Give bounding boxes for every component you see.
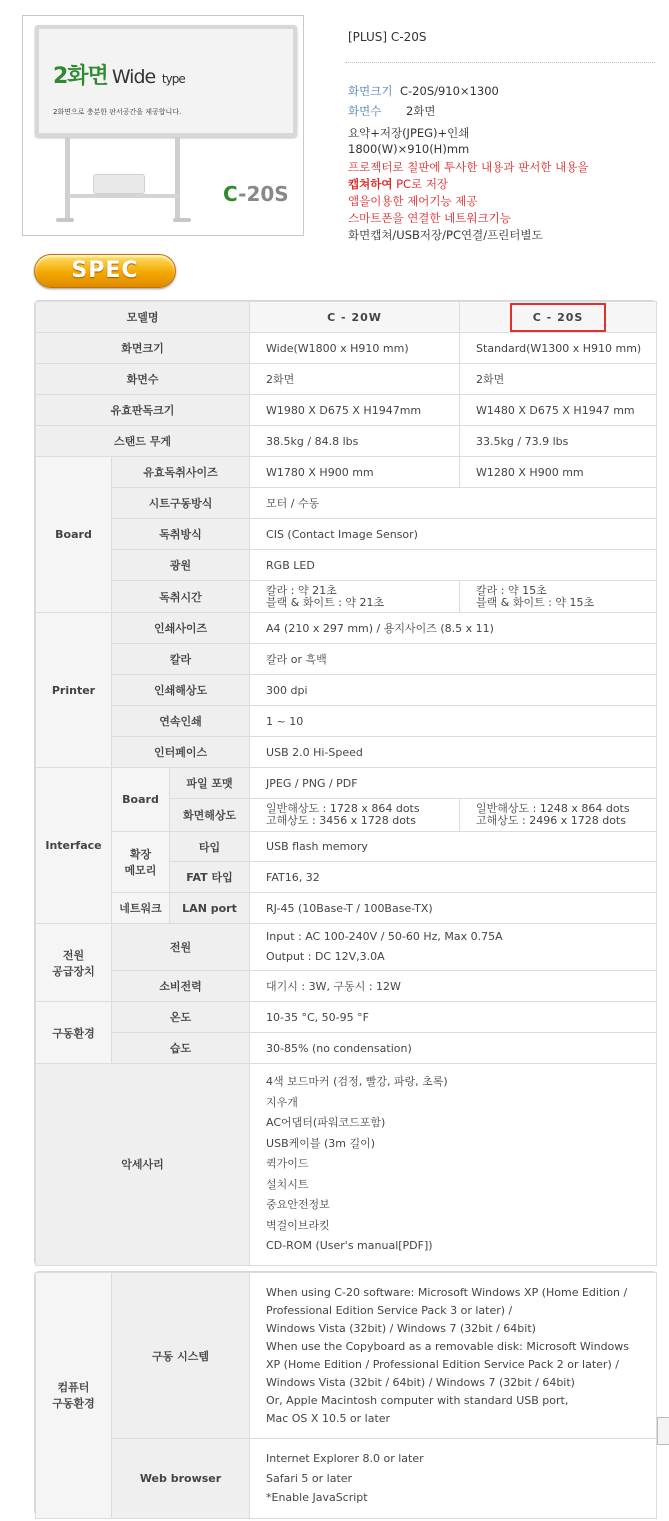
row-label: 스탠드 무게 (36, 426, 250, 457)
group-power: 전원 공급장치 (36, 924, 112, 1002)
value-cell: 2화면 (460, 364, 657, 395)
value-cell: FAT16, 32 (250, 862, 657, 893)
screen-size-line: 화면크기 C-20S/910×1300 (348, 84, 499, 98)
group-interface: Interface (36, 768, 112, 924)
stand-foot (173, 218, 191, 222)
row-label: 인쇄해상도 (112, 675, 250, 706)
product-name: [PLUS] C-20S (348, 30, 427, 44)
row-label: FAT 타입 (170, 862, 250, 893)
subgroup-network: 네트워크 (112, 893, 170, 924)
value-cell: 2화면 (250, 364, 460, 395)
accessory-list (250, 1064, 657, 1266)
value-cell: Wide(W1800 x H910 mm) (250, 333, 460, 364)
value-cell: USB flash memory (250, 832, 657, 862)
value-cell: 1 ~ 10 (250, 706, 657, 737)
value-cell: 30-85% (no condensation) (250, 1033, 657, 1064)
row-label: 시트구동방식 (112, 488, 250, 519)
os-requirements: When using C-20 software: Microsoft Windows XP (Home Edition / Professional Edition Service Pack 3 or later) / Windows Vista (32bit) / Windows 7 (32bit / 64bit) When use the Copyboard as a removable disk: Microsoft Windows XP (Home Edition / Professional Edition Service Pack 2 or later) / Windows Vista (32bit / 64bit) / Windows 7 (32bit / 64bit) Or, Apple Macintosh computer with standard USB port, Mac OS X 10.5 or later (250, 1273, 657, 1439)
board-title: 2화면 Wide type (53, 64, 185, 89)
stand-leg-right (175, 137, 180, 219)
group-env: 구동환경 (36, 1002, 112, 1064)
row-label: 독취방식 (112, 519, 250, 550)
row-label: 연속인쇄 (112, 706, 250, 737)
list-item: CD-ROM (User's manual[PDF]) (266, 1239, 433, 1252)
feature-line: 캡쳐하여 PC로 저장 (348, 177, 449, 191)
feature-line: 프로젝터로 칠판에 투사한 내용과 판서한 내용을 (348, 160, 589, 174)
row-label: 화면해상도 (170, 799, 250, 832)
whiteboard-image (35, 25, 297, 137)
list-item: 4색 보드마커 (검정, 빨강, 파랑, 초록) (266, 1075, 448, 1088)
projector-image (93, 174, 145, 194)
feature-line: 앱을이용한 제어기능 제공 (348, 194, 478, 208)
pc-table (35, 1272, 657, 1519)
row-label: 구동 시스템 (112, 1273, 250, 1439)
value-cell: RJ-45 (10Base-T / 100Base-TX) (250, 893, 657, 924)
subgroup-ext-memory: 확장 메모리 (112, 832, 170, 893)
value-cell: W1780 X H900 mm (250, 457, 460, 488)
value-cell: CIS (Contact Image Sensor) (250, 519, 657, 550)
spec-table (35, 301, 657, 1266)
value-cell: 칼라 : 약 21초 블랙 & 화이트 : 약 21초 (250, 581, 460, 613)
spec-button[interactable]: SPEC (34, 254, 176, 288)
value-cell: A4 (210 x 297 mm) / 용지사이즈 (8.5 x 11) (250, 613, 657, 644)
screen-count-line: 화면수 2화면 (348, 104, 436, 118)
row-label: 습도 (112, 1033, 250, 1064)
row-label: 화면크기 (36, 333, 250, 364)
product-photo (22, 15, 304, 236)
row-label: 유효판독크기 (36, 395, 250, 426)
board-caption: 2화면으로 충분한 판서공간을 제공합니다. (53, 108, 182, 116)
stand-shelf (68, 194, 178, 198)
row-label: 온도 (112, 1002, 250, 1033)
group-board: Board (36, 457, 112, 613)
list-item: 퀵가이드 (266, 1157, 309, 1170)
list-item: 중요안전정보 (266, 1198, 330, 1211)
side-scroll-tab[interactable] (657, 1417, 669, 1445)
feature-line: 화면캡쳐/USB저장/PC연결/프린터별도 (348, 228, 543, 242)
row-label: 전원 (112, 924, 250, 971)
feature-line: 스마트폰을 연결한 네트워크기능 (348, 211, 511, 225)
value-cell: 대기시 : 3W, 구동시 : 12W (250, 971, 657, 1002)
row-label: 인터페이스 (112, 737, 250, 768)
model-c20s-cell (460, 302, 657, 333)
list-item: USB케이블 (3m 길이) (266, 1136, 376, 1150)
value-cell: 38.5kg / 84.8 lbs (250, 426, 460, 457)
row-label: 인쇄사이즈 (112, 613, 250, 644)
subgroup-board: Board (112, 768, 170, 832)
value-cell: 일반해상도 : 1728 x 864 dots 고해상도 : 3456 x 1728 dots (250, 799, 460, 832)
row-label: 화면수 (36, 364, 250, 395)
model-label: 모델명 (36, 302, 250, 333)
value-cell: 칼라 : 약 15초 블랙 & 화이트 : 약 15초 (460, 581, 657, 613)
row-label: 악세사리 (36, 1064, 250, 1266)
row-label: 광원 (112, 550, 250, 581)
value-cell: 일반해상도 : 1248 x 864 dots 고해상도 : 2496 x 1728 dots (460, 799, 657, 832)
list-item: AC어댑터(파워코드포함) (266, 1116, 386, 1129)
value-cell: 모터 / 수동 (250, 488, 657, 519)
group-printer: Printer (36, 613, 112, 768)
row-label: 소비전력 (112, 971, 250, 1002)
stand-leg-left (65, 137, 70, 219)
value-cell: 33.5kg / 73.9 lbs (460, 426, 657, 457)
stand-foot (56, 218, 74, 222)
value-cell: 10-35 °C, 50-95 °F (250, 1002, 657, 1033)
browser-requirements: Internet Explorer 8.0 or later Safari 5 or later *Enable JavaScript (250, 1439, 657, 1519)
row-label: 파일 포맷 (170, 768, 250, 799)
row-label: 유효독취사이즈 (112, 457, 250, 488)
row-label: 칼라 (112, 644, 250, 675)
list-item: 설치시트 (266, 1177, 309, 1191)
feature-line: 요약+저장(JPEG)+인쇄 (348, 126, 470, 140)
value-cell: USB 2.0 Hi-Speed (250, 737, 657, 768)
value-cell: 300 dpi (250, 675, 657, 706)
group-pc: 컴퓨터 구동환경 (36, 1273, 112, 1519)
value-cell: W1280 X H900 mm (460, 457, 657, 488)
list-item: 지우개 (266, 1095, 298, 1109)
value-cell: Standard(W1300 x H910 mm) (460, 333, 657, 364)
value-cell: W1480 X D675 X H1947 mm (460, 395, 657, 426)
list-item: 벽걸이브라킷 (266, 1218, 330, 1232)
value-cell: W1980 X D675 X H1947mm (250, 395, 460, 426)
row-label: LAN port (170, 893, 250, 924)
model-badge: C-20S (223, 182, 289, 206)
row-label: 타입 (170, 832, 250, 862)
row-label: 독취시간 (112, 581, 250, 613)
value-cell: JPEG / PNG / PDF (250, 768, 657, 799)
value-cell: RGB LED (250, 550, 657, 581)
value-cell: 칼라 or 흑백 (250, 644, 657, 675)
feature-line: 1800(W)×910(H)mm (348, 142, 470, 156)
model-c20s-highlight: C - 20S (510, 303, 606, 332)
divider (345, 62, 655, 63)
model-c20w: C - 20W (250, 302, 460, 333)
row-label: Web browser (112, 1439, 250, 1519)
value-cell: Input : AC 100-240V / 50-60 Hz, Max 0.75A Output : DC 12V,3.0A (250, 924, 657, 971)
